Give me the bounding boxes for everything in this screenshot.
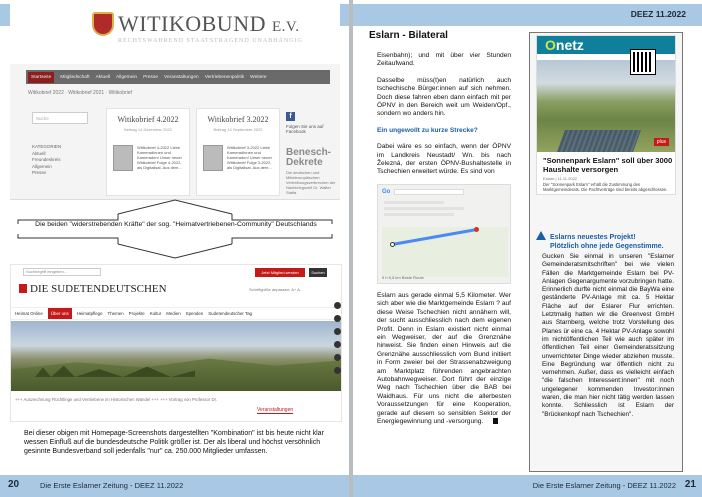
solar-panels xyxy=(557,130,641,152)
witikobund-nav-item[interactable]: Weitere xyxy=(250,74,267,80)
article-paragraph: Dasselbe müss(t)en natürlich auch tschechische Bürger:innen auf sich nehmen. Doch diese fahren eben dann einfach mit per ÖPNV in den Bereich weit um Weiden/Opf., sondern wo anders hin. xyxy=(377,76,511,118)
warning-heading xyxy=(536,231,681,251)
witikobund-crest-icon xyxy=(92,12,114,36)
route-start-icon xyxy=(390,242,395,247)
witikobund-nav-item[interactable]: Startseite xyxy=(28,72,54,83)
sudeten-nav-item[interactable]: Spenden xyxy=(185,311,204,316)
witikobund-subtitle: RECHTSWAHREND STAATSTRAGEND UNABHÄNGIG xyxy=(118,38,303,44)
route-end-pin-icon xyxy=(474,227,479,232)
category-item[interactable]: Freundeskreis xyxy=(32,157,61,162)
witikobund-breadcrumb[interactable]: Witikobrief 2022 · Witikobrief 2021 · Witikobrief xyxy=(28,90,132,96)
card-meta: Beitrag 14 September 2022 xyxy=(213,127,263,132)
right-page xyxy=(353,0,702,497)
article-paragraph: Eslarn aus gerade einmal 5,5 Kilometer. Wer sich aber wie die Marktgemeinde Eslarn ? auf diese Weise Tschechien nicht annähern will, der sucht ausschliesslich nach dem eigenen Profit. Denn in Eslarn existiert nicht einmal ein Wegweiser, der auf die Grenznähe hinweist. Sie finden einen Hinweis auf die Grenznähe ausschliesslich vom Bund initiiert in Form zweier bei der Strassenabzweigung am Marktplatz führenden angebrachten Autobahnwegweiser. Dort führt der einzige Weg nach Tschechien über die BAB bei Waidhaus. Für uns nicht die allerbesten Voraussetzungen für eine Kooperation, gerade auf diesem so sensiblen Sektor der Energiegewinnung und -versorgung. xyxy=(377,292,511,426)
clipping-meta: Eslarn | 11.11.2022 xyxy=(543,176,578,181)
sudeten-nav-item[interactable]: Projekte xyxy=(128,311,145,316)
clipping-headline: "Sonnenpark Eslarn" soll über 3000 Haushalte versorgen xyxy=(543,156,673,174)
social-share-icon[interactable] xyxy=(334,302,341,309)
witikobund-search-input[interactable]: Suche xyxy=(32,112,88,124)
end-mark-icon xyxy=(493,418,498,424)
sudeten-nav-item[interactable]: Heimatpflege xyxy=(76,311,103,316)
left-footer-text: Die Erste Eslarner Zeitung - DEEZ 11.2022 xyxy=(40,481,184,490)
sudeten-brand[interactable] xyxy=(19,283,167,295)
onetz-logo-text: netz xyxy=(555,37,584,53)
category-heading: KATEGORIEN xyxy=(32,144,62,149)
warning-line-1: Eslarns neuestes Projekt! xyxy=(550,234,636,241)
caption-two-forces: Die beiden "widerstrebenden Kräfte" der sog. "Heimatvertriebenen-Community" Deutschlands xyxy=(35,221,317,228)
article-paragraph: Eisenbahn); und mit über vier Stunden Zeitaufwand. xyxy=(377,52,511,68)
card-meta: Beitrag 14 Dezember 2022 xyxy=(124,127,172,132)
witikobund-nav-item[interactable]: Aktuell xyxy=(95,74,110,80)
left-body-text: Bei dieser obigen mit Homepage-Screenshots dargestellten "Kombination" ist bis heute nicht klar wessen Einfluß auf die bundesdeutsche Politik größer ist. Der als liberal und höchst versöhnlich gesinnte Bundesverband soll jedenfalls "nur" ca. 250.000 Mitglieder umfassen. xyxy=(24,430,324,455)
social-share-icon[interactable] xyxy=(334,341,341,348)
fontsize-control[interactable]: Schriftgröße anpassen: A+ A- xyxy=(249,287,302,292)
sudeten-nav-item[interactable]: Kultur xyxy=(149,311,162,316)
sudeten-flag-icon xyxy=(19,284,27,293)
witikobund-sidebar xyxy=(286,112,342,195)
sudetendeutsche-screenshot xyxy=(10,264,342,422)
sudeten-nav-item[interactable]: Über uns xyxy=(48,308,72,319)
witikobund-screenshot xyxy=(10,4,340,200)
right-header-band xyxy=(353,4,702,26)
witikobrief-card[interactable] xyxy=(106,108,190,196)
map-search-bar xyxy=(394,189,464,195)
witikobund-nav-item[interactable]: Vertriebenenpolitik xyxy=(204,74,245,80)
sudeten-nav-item[interactable]: Sudetendeutscher Tag xyxy=(208,311,253,316)
article-title: Eslarn - Bilateral xyxy=(369,30,448,41)
witikobund-categories xyxy=(32,144,61,177)
article-paragraph: Dabei wäre es so einfach, wenn der ÖPNV im Landkreis Neustadt/ Wn. bis nach Železná, der ersten ÖPNV-Bushaltestelle in Tschechien erweitert würde. Es sind von xyxy=(377,143,511,176)
book-title: Benesch-Dekrete xyxy=(286,147,332,168)
warning-line-2: Plötzlich ohne jede Gegenstimme. xyxy=(550,242,664,250)
left-footer-band xyxy=(0,475,349,497)
witikobund-title: WITIKOBUND xyxy=(118,11,266,36)
onetz-logo-o: O xyxy=(545,37,556,53)
facebook-follow-text[interactable]: Folgen Sie uns auf Facebook xyxy=(286,124,324,134)
sudeten-nav xyxy=(11,307,341,320)
right-header-date: DEEZ 11.2022 xyxy=(630,9,686,19)
witikobund-logo-row xyxy=(10,4,340,64)
category-item[interactable]: Allgemein xyxy=(32,163,52,169)
social-share-icon[interactable] xyxy=(334,354,341,361)
left-page-number: 20 xyxy=(8,479,20,490)
card-title: Witikobrief 4.2022 xyxy=(117,115,179,124)
google-logo: Go xyxy=(382,189,391,195)
warning-triangle-icon xyxy=(536,231,546,240)
card-thumbnail xyxy=(203,145,223,171)
facebook-icon[interactable]: f xyxy=(286,112,295,121)
witikobund-nav-item[interactable]: Allgemein xyxy=(116,74,138,80)
plus-badge: plus xyxy=(654,138,669,146)
sudeten-nav-item[interactable]: Medien xyxy=(166,311,181,316)
card-thumbnail xyxy=(113,145,133,171)
social-share-icon[interactable] xyxy=(334,315,341,322)
events-tab[interactable]: Veranstaltungen xyxy=(257,407,294,413)
join-button[interactable]: Jetzt Mitglied werden xyxy=(255,268,305,277)
article-column-top xyxy=(377,52,511,185)
sidebox xyxy=(529,32,683,472)
qr-code-icon xyxy=(631,50,655,74)
right-page-number: 21 xyxy=(684,479,696,490)
category-item[interactable]: Aktuell xyxy=(32,150,46,156)
witikobrief-card[interactable] xyxy=(196,108,280,196)
category-item[interactable]: Presse xyxy=(32,170,47,175)
sidebox-text: Gucken Sie einmal in unseren "Eslarner Gemeinderatsmitschriften" bei wie vielen Fällen die Marktgemeinde Eslarn bei PV-Anlagen Gegenargumente vorzubringen hatte. Erinnerlich durfte nicht einmal die BayWa eine geständerte PV-Anlage mit ca. 5 Hektar Fläche auf der Eslarer Flur errichten. Letztmalig hatten wir die Greenvest GmbH aus Starnberg, welche trotz Vorstellung des Planes ür eine ca. 4 Hektar PV-Anlage sowohl im nichtöffentlichen Teil wie auch später im öffentlichen Teil einer Gemeinderatssitzung unverrichteter Dinge wieder abziehen musste. Eine Begründung war öffentlich nicht zu vernehmen. Außer, dass es vielleicht einfach "die falschen Interessent:innen" mit noch ungelegener kommenden Investor:innen waren, die man hier nicht tätig werden lassen konnte. Schliesslich ist Eslarn der "Brückenkopf nach Tschechien". xyxy=(542,253,674,418)
sudeten-brand-text: DIE SUDETENDEUTSCHEN xyxy=(30,283,167,295)
right-footer-band xyxy=(353,475,702,497)
social-share-icon[interactable] xyxy=(334,328,341,335)
double-arrow-graphic xyxy=(8,196,342,262)
witikobund-nav-item[interactable]: Presse xyxy=(143,74,159,80)
card-text: Witikobrief 4-2022 Liebe Kameradinnen und Kameraden! Unser neuer Witikobrief Folge 4-2022, als Digitalisat. Aus dem... xyxy=(137,145,182,170)
witikobund-nav-item[interactable]: Mitgliedschaft xyxy=(60,74,90,80)
card-text: Witikobrief 3-2022 Liebe Kameradinnen und Kameraden! Unser neuer Witikobrief Folge 3-2022, als Digitalisat. Aus dem... xyxy=(227,145,272,170)
witikobund-nav-item[interactable]: Veranstaltungen xyxy=(164,74,199,80)
sudeten-nav-item[interactable]: Themen xyxy=(107,311,124,316)
sudeten-nav-item[interactable]: Heimat Online xyxy=(15,311,43,316)
map-route-summary: 5 h 5,5 km Beste Route xyxy=(382,275,424,280)
article-column-bottom xyxy=(377,292,511,435)
article-question: Ein ungewollt zu kurze Strecke? xyxy=(377,126,478,134)
right-footer-text: Die Erste Eslarner Zeitung - DEEZ 11.2022 xyxy=(532,481,676,490)
witikobund-suffix: E.V. xyxy=(271,19,300,35)
left-page xyxy=(0,0,349,497)
sudeten-search-input[interactable]: Suchbegriff eingeben... xyxy=(23,268,101,276)
book-text: Die deutschen und Mitteleuropäischen Vertreibungsverbrechen der Nachkriegszeit Dr. Walter Staffa xyxy=(286,170,336,195)
announcement-ticker[interactable]: +++ Auszeichnung Flüchtlinge und Vertriebene im Historischen Wandel +++ +++ Vortrag von Professor Dr. xyxy=(15,397,218,402)
clipping-teaser: Der "Sonnenpark Eslarn" erhält die Zustimmung des Marktgemeinderats. Die Pachtverträge sind bereits abgeschlossen. xyxy=(543,182,668,192)
witikobund-nav xyxy=(26,70,330,84)
card-title: Witikobrief 3.2022 xyxy=(207,115,269,124)
landscape-hero-image xyxy=(11,321,341,391)
social-share-icon[interactable] xyxy=(334,367,341,374)
social-icons xyxy=(334,302,342,380)
onetz-clipping xyxy=(536,35,676,195)
search-button[interactable]: Suchen xyxy=(309,268,327,277)
route-map[interactable] xyxy=(377,184,511,284)
